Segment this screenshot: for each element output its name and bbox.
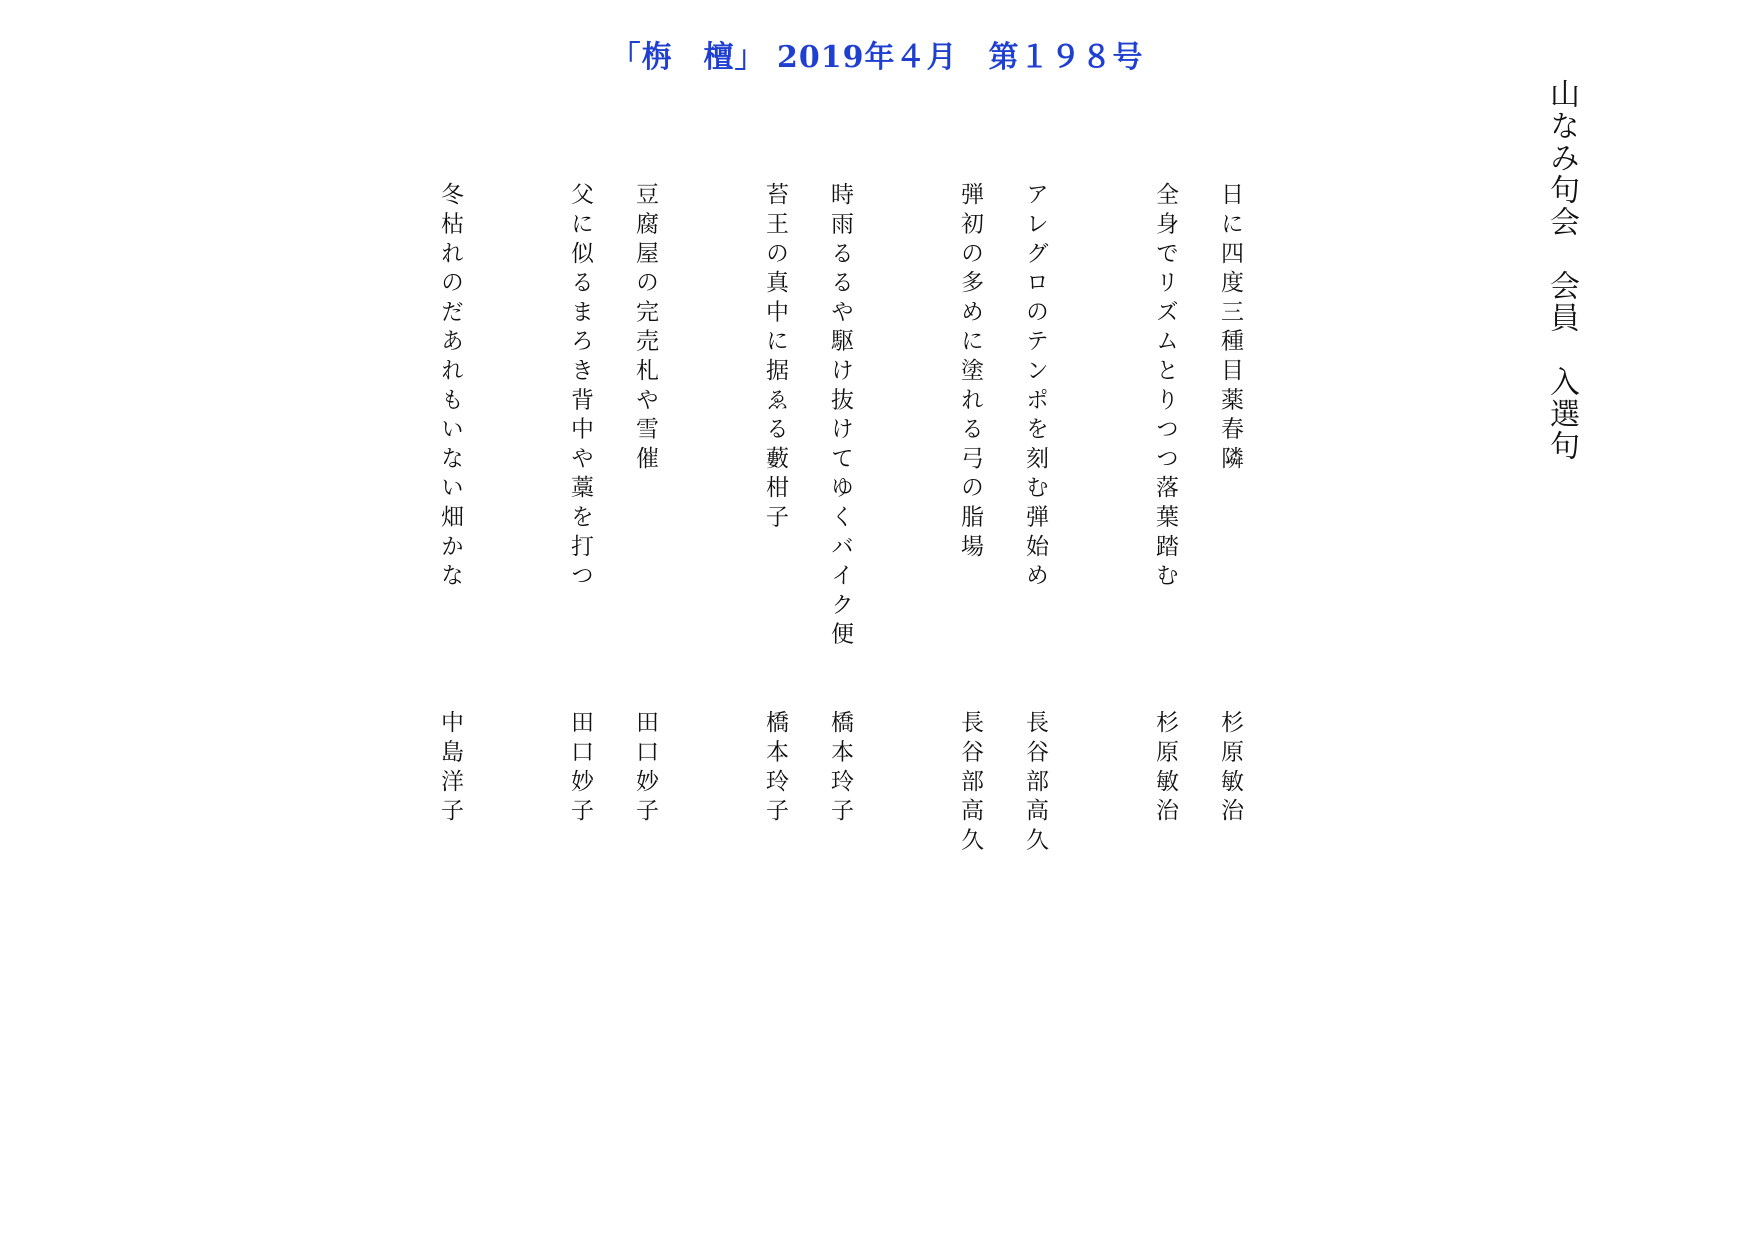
author-name: 長谷部高久 (957, 710, 983, 857)
author-name: 田口妙子 (567, 710, 593, 828)
page-title: 山なみ句会 会員 入選句 (1544, 78, 1579, 462)
journal-header: 「栴 檀」 2019年４月 第１９８号 (610, 40, 1144, 75)
haiku-text: 時雨るるや駆け抜けてゆくバイク便 (827, 182, 853, 651)
haiku-text: 冬枯れのだあれもいない畑かな (437, 182, 463, 593)
haiku-text: 弾初の多めに塗れる弓の脂場 (957, 182, 983, 563)
haiku-text: アレグロのテンポを刻む弾始め (1022, 182, 1048, 593)
haiku-text: 父に似るまろき背中や藁を打つ (567, 182, 593, 593)
haiku-text: 豆腐屋の完売札や雪催 (632, 182, 658, 475)
author-name: 橋本玲子 (827, 710, 853, 828)
author-name: 杉原敏治 (1152, 710, 1178, 828)
author-name: 橋本玲子 (762, 710, 788, 828)
haiku-text: 日に四度三種目薬春隣 (1217, 182, 1243, 475)
author-name: 長谷部高久 (1022, 710, 1048, 857)
author-name: 田口妙子 (632, 710, 658, 828)
author-name: 杉原敏治 (1217, 710, 1243, 828)
haiku-text: 全身でリズムとりつつ落葉踏む (1152, 182, 1178, 593)
haiku-text: 苔王の真中に据ゑる藪柑子 (762, 182, 788, 534)
author-name: 中島洋子 (437, 710, 463, 828)
